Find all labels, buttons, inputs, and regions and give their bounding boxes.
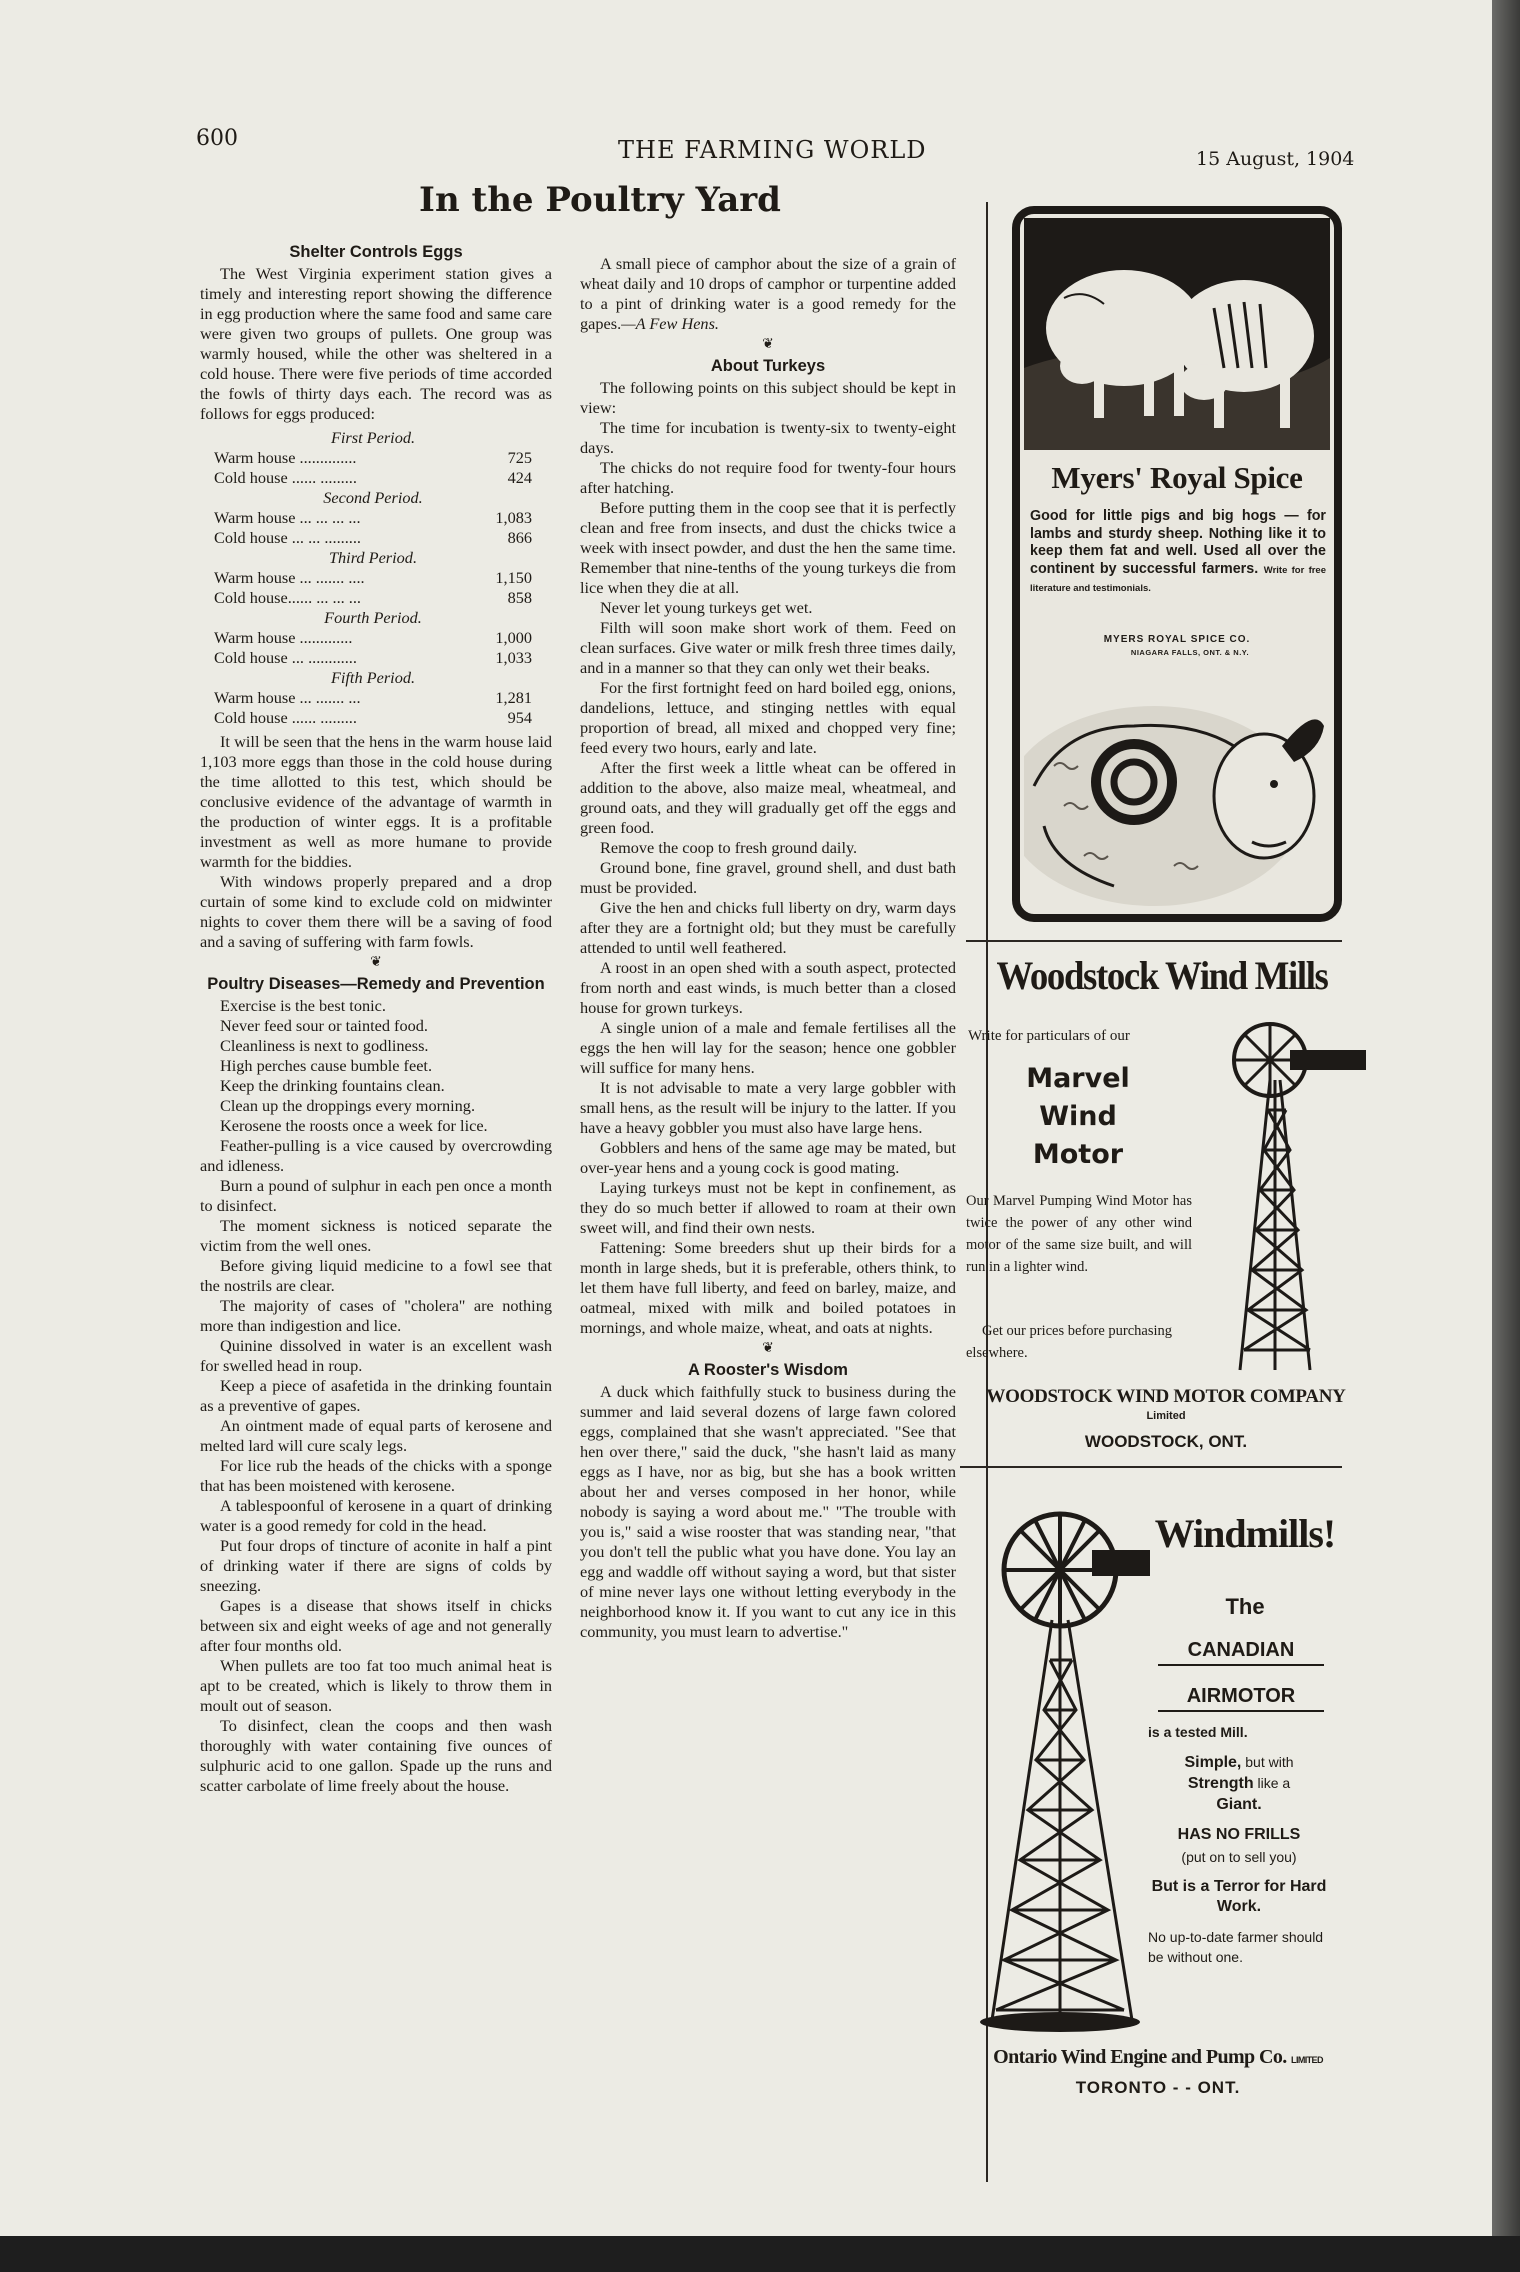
issue-date: 15 August, 1904	[1196, 148, 1355, 170]
egg-period-title: Second Period.	[323, 488, 423, 507]
egg-row-warm	[214, 508, 532, 528]
woodstock-description: Our Marvel Pumping Wind Motor has twice the power of any other wind motor of the same size built, and will run in a lighter wind.	[966, 1193, 1192, 1275]
egg-row-value: 1,150	[495, 568, 532, 587]
turkey-tip: Remove the coop to fresh ground daily.	[600, 838, 858, 857]
myers-royal-spice-ad	[1012, 206, 1342, 922]
egg-row-label: Cold house ...... .........	[214, 468, 357, 487]
woodstock-company: WOODSTOCK WIND MOTOR COMPANY	[986, 1386, 1346, 1407]
turkey-tip: Laying turkeys must not be kept in confinement, as they do so much better if allowed to roam at their own sweet will, and find their own nests.	[580, 1178, 956, 1237]
turkey-tip: Give the hen and chicks full liberty on dry, warm days after they are a fortnight old; but they must be carefully attended to until well feathered.	[580, 898, 956, 957]
ontario-put-on: (put on to sell you)	[1181, 1849, 1297, 1865]
ontario-title: Windmills!	[1154, 1511, 1336, 1556]
ontario-limited: LIMITED	[1291, 2055, 1323, 2065]
motor-word: Motor	[1032, 1139, 1124, 1170]
disease-tip: Feather-pulling is a vice caused by overcrowding and idleness.	[200, 1136, 552, 1175]
turkey-tip: Gobblers and hens of the same age may be mated, but over-year hens and a young cock is good mating.	[580, 1138, 956, 1177]
ontario-tested: is a tested Mill.	[1148, 1724, 1248, 1740]
section-ornament: ❦	[370, 955, 382, 970]
egg-row-label: Warm house .............	[214, 628, 353, 647]
camphor-paragraph	[580, 254, 956, 334]
section-title: In the Poultry Yard	[419, 180, 781, 220]
ontario-airmotor: AIRMOTOR	[1158, 1682, 1324, 1712]
egg-row-warm	[214, 568, 532, 588]
simple-word: Simple,	[1184, 1754, 1242, 1771]
airmotor-windmill-illustration	[972, 1500, 1152, 2040]
ontario-company	[948, 2046, 1368, 2069]
disease-tip: When pullets are too fat too much animal heat is apt to be created, which is likely to throw them in moult out of season.	[200, 1656, 552, 1715]
turkeys-heading: About Turkeys	[710, 357, 826, 375]
disease-tip: The moment sickness is noticed separate the victim from the well ones.	[200, 1216, 552, 1255]
disease-tip: Cleanliness is next to godliness.	[220, 1036, 429, 1055]
woodstock-city: WOODSTOCK, ONT.	[1084, 1432, 1248, 1451]
disease-tip: A tablespoonful of kerosene in a quart of drinking water is a good remedy for cold in the head.	[200, 1496, 552, 1535]
strength-word: Strength	[1187, 1775, 1254, 1792]
myers-address: NIAGARA FALLS, ONT. & N.Y.	[1130, 648, 1250, 657]
ontario-simple	[1148, 1752, 1330, 1815]
marvel-word: Marvel	[1026, 1063, 1130, 1094]
egg-row-value: 424	[507, 468, 532, 487]
egg-row-cold	[214, 468, 532, 488]
turkey-tip: It is not advisable to mate a very large gobbler with small hens, as the result will be injury to the latter. If you have a heavy gobbler you must also have large hens.	[580, 1078, 956, 1137]
ontario-the: The	[1225, 1594, 1265, 1619]
publication-title: THE FARMING WORLD	[618, 136, 927, 164]
turkey-tip: The time for incubation is twenty-six to twenty-eight days.	[580, 418, 956, 457]
egg-period-title: Fifth Period.	[330, 668, 416, 687]
disease-tip: Put four drops of tincture of aconite in half a pint of drinking water if there are signs of colds by sneezing.	[200, 1536, 552, 1595]
egg-row-value: 1,000	[495, 628, 532, 647]
disease-tip: Keep the drinking fountains clean.	[220, 1076, 445, 1095]
myers-company: MYERS ROYAL SPICE CO.	[1103, 634, 1251, 645]
disease-tip: Quinine dissolved in water is an excellent wash for swelled head in roup.	[200, 1336, 552, 1375]
disease-tip: Keep a piece of asafetida in the drinking fountain as a preventive of gapes.	[200, 1376, 552, 1415]
egg-row-value: 1,083	[495, 508, 532, 527]
myers-body	[1030, 508, 1326, 598]
turkey-tip: Ground bone, fine gravel, ground shell, and dust bath must be provided.	[580, 858, 956, 897]
column-middle	[580, 254, 956, 1642]
pigs-illustration	[1024, 218, 1330, 450]
egg-row-label: Warm house ... ....... ....	[214, 568, 365, 587]
disease-tip: For lice rub the heads of the chicks with a sponge that has been moistened with kerosene.	[200, 1456, 552, 1495]
like-a-text: like a	[1253, 1775, 1291, 1791]
egg-row-value: 858	[507, 588, 532, 607]
ontario-city: TORONTO - - ONT.	[1075, 2078, 1241, 2097]
turkey-tip: A roost in an open shed with a south aspect, protected from north and east winds, is much better than a closed house for grown turkeys.	[580, 958, 956, 1017]
diseases-list	[200, 996, 552, 1796]
turkey-tip: The following points on this subject should be kept in view:	[580, 378, 956, 417]
shelter-windows: With windows properly prepared and a drop curtain of some kind to exclude cold on midwinter nights to cover them there will be a saving of food and a saving of suffering with farm fowls.	[200, 872, 552, 951]
column-left	[200, 240, 552, 1796]
myers-copy: Good for little pigs and big hogs — for lambs and sturdy sheep. Nothing like it to keep them fat and well. Used all over the continent by successful farmers.	[1030, 508, 1326, 577]
page-number: 600	[196, 126, 238, 151]
ontario-canadian: CANADIAN	[1158, 1636, 1324, 1666]
egg-row-warm	[214, 448, 532, 468]
disease-tip: The majority of cases of "cholera" are nothing more than indigestion and lice.	[200, 1296, 552, 1335]
binding-edge	[1492, 0, 1520, 2272]
egg-row-warm	[214, 628, 532, 648]
ontario-no-frills: HAS NO FRILLS	[1177, 1826, 1301, 1843]
turkey-tip: A single union of a male and female fertilises all the eggs the hen will lay for the season; hence one gobbler will suffice for many hens.	[580, 1018, 956, 1077]
shelter-intro: The West Virginia experiment station gives a timely and interesting report showing the difference in egg production where the same food and same care were given two groups of pullets. One group was warmly housed, while the other was sheltered in a cold house. There were five periods of time accorded the fowls of thirty days each. The record was as follows for eggs produced:	[200, 264, 552, 423]
woodstock-marvel	[968, 1060, 1188, 1174]
ontario-no-farmer: No up-to-date farmer should be without one.	[1148, 1929, 1324, 1965]
diseases-heading: Poultry Diseases—Remedy and Prevention	[207, 975, 545, 993]
egg-row-value: 954	[507, 708, 532, 727]
egg-row-value: 866	[507, 528, 532, 547]
turkeys-list	[580, 378, 956, 1338]
disease-tip: Never feed sour or tainted food.	[220, 1016, 428, 1035]
disease-tip: Burn a pound of sulphur in each pen once a month to disinfect.	[200, 1176, 552, 1215]
egg-row-value: 1,281	[495, 688, 532, 707]
turkey-tip: Before putting them in the coop see that it is perfectly clean and free from insects, and dust the chicks twice a week with insect powder, and dust the hen the same time. Remember that nine-tenths of the young turkeys die from lice when they die at all.	[580, 498, 956, 597]
turkey-tip: Fattening: Some breeders shut up their birds for a month in large sheds, but it is preferable, others think, to let them have full liberty, and feed on barley, maize, and oatmeal, mixed with milk and boiled potatoes in mornings, and whole maize, wheat, and oats at nights.	[580, 1238, 956, 1337]
section-ornament: ❦	[762, 337, 774, 352]
ad-divider	[966, 940, 1342, 942]
woodstock-limited: Limited	[1146, 1410, 1186, 1422]
disease-tip: Clean up the droppings every morning.	[220, 1096, 476, 1115]
egg-row-warm	[214, 688, 532, 708]
myers-title: Myers' Royal Spice	[1051, 460, 1303, 495]
disease-tip: An ointment made of equal parts of kerosene and melted lard will cure scaly legs.	[200, 1416, 552, 1455]
woodstock-write: Write for particulars of our	[968, 1028, 1130, 1044]
section-ornament: ❦	[762, 1341, 774, 1356]
disease-tip: Kerosene the roosts once a week for lice.	[220, 1116, 488, 1135]
egg-period-title: Fourth Period.	[324, 608, 422, 627]
disease-tip: Before giving liquid medicine to a fowl see that the nostrils are clear.	[200, 1256, 552, 1295]
ram-illustration	[1024, 666, 1330, 910]
disease-tip: To disinfect, clean the coops and then wash thoroughly with water containing five ounces of sulphuric acid to one gallon. Spade up the runs and scatter carbolate of lime freely about the house.	[200, 1716, 552, 1795]
rooster-text: A duck which faithfully stuck to business during the summer and laid several dozens of large fawn colored eggs, complained that she wasn't appreciated. "See that hen over there," said the duck, "she hasn't laid as many eggs as I have, nor as big, but she has a book written about her and verses composed in her honor, while nobody is saying a word about me." "The trouble with you is," said a wise rooster that was standing near, "that you don't tell the public what you have done. You lay an egg and waddle off without saying a word, but that sister of mine never lays one without letting everybody in the neighborhood know it. If you want to cut any ice in this community, you must learn to advertise."	[580, 1382, 956, 1641]
turkey-tip: Filth will soon make short work of them. Feed on clean surfaces. Give water or milk fresh three times daily, and in a manner so that they can only wet their beaks.	[580, 618, 956, 677]
disease-tip: High perches cause bumble feet.	[220, 1056, 433, 1075]
egg-row-cold	[214, 648, 532, 668]
rooster-heading: A Rooster's Wisdom	[688, 1361, 848, 1379]
egg-row-cold	[214, 708, 532, 728]
disease-tip: Gapes is a disease that shows itself in chicks between six and eight weeks of age and not generally after four months old.	[200, 1596, 552, 1655]
camphor-signoff: —A Few Hens.	[621, 314, 719, 333]
windmill-illustration	[1200, 1020, 1370, 1380]
ontario-terror: But is a Terror for Hard Work.	[1151, 1878, 1327, 1915]
egg-period-title: First Period.	[330, 428, 416, 447]
egg-period-title: Third Period.	[328, 548, 418, 567]
wind-word: Wind	[1039, 1101, 1117, 1132]
turkey-tip: Never let young turkeys get wet.	[600, 598, 813, 617]
egg-row-label: Warm house ... ....... ...	[214, 688, 361, 707]
shelter-heading: Shelter Controls Eggs	[289, 243, 463, 261]
ontario-copy	[1148, 1722, 1330, 1977]
egg-record-table	[214, 428, 532, 728]
turkey-tip: After the first week a little wheat can be offered in addition to the above, also maize meal, wheatmeal, and ground oats, and they will gradually get off the eggs and green food.	[580, 758, 956, 837]
egg-row-label: Cold house...... ... ... ...	[214, 588, 361, 607]
egg-row-value: 1,033	[495, 648, 532, 667]
but-with-text: but with	[1241, 1754, 1294, 1770]
ad-divider	[960, 1466, 1342, 1468]
egg-row-label: Cold house ... ... .........	[214, 528, 361, 547]
turkey-tip: The chicks do not require food for twenty-four hours after hatching.	[580, 458, 956, 497]
egg-row-label: Warm house ... ... ... ...	[214, 508, 361, 527]
egg-row-label: Cold house ...... .........	[214, 708, 357, 727]
woodstock-prices: Get our prices before purchasing elsewhere.	[966, 1323, 1173, 1361]
egg-row-label: Cold house ... ............	[214, 648, 357, 667]
egg-row-value: 725	[507, 448, 532, 467]
disease-tip: Exercise is the best tonic.	[220, 996, 386, 1015]
scan-bottom-edge	[0, 2236, 1520, 2272]
turkey-tip: For the first fortnight feed on hard boiled egg, onions, dandelions, lettuce, and stinging nettles with equal proportion of bread, all mixed and chopped very fine; feed every two hours, early and late.	[580, 678, 956, 757]
ontario-company-name: Ontario Wind Engine and Pump Co.	[993, 2046, 1287, 2068]
egg-row-cold	[214, 528, 532, 548]
woodstock-title: Woodstock Wind Mills	[996, 953, 1328, 998]
egg-row-cold	[214, 588, 532, 608]
shelter-conclusion: It will be seen that the hens in the warm house laid 1,103 more eggs than those in the cold house during the time allotted to this test, which should be conclusive evidence of the advantage of warmth in the production of winter eggs. It is a profitable investment as well as more humane to provide warmth for the biddies.	[200, 732, 552, 871]
egg-row-label: Warm house ..............	[214, 448, 357, 467]
myers-write-for: Write for free literature and testimonials.	[1030, 564, 1326, 594]
camphor-text: A small piece of camphor about the size of a grain of wheat daily and 10 drops of camphor or turpentine added to a pint of drinking water is a good remedy for the gapes.	[580, 254, 956, 333]
giant-word: Giant.	[1216, 1796, 1262, 1813]
